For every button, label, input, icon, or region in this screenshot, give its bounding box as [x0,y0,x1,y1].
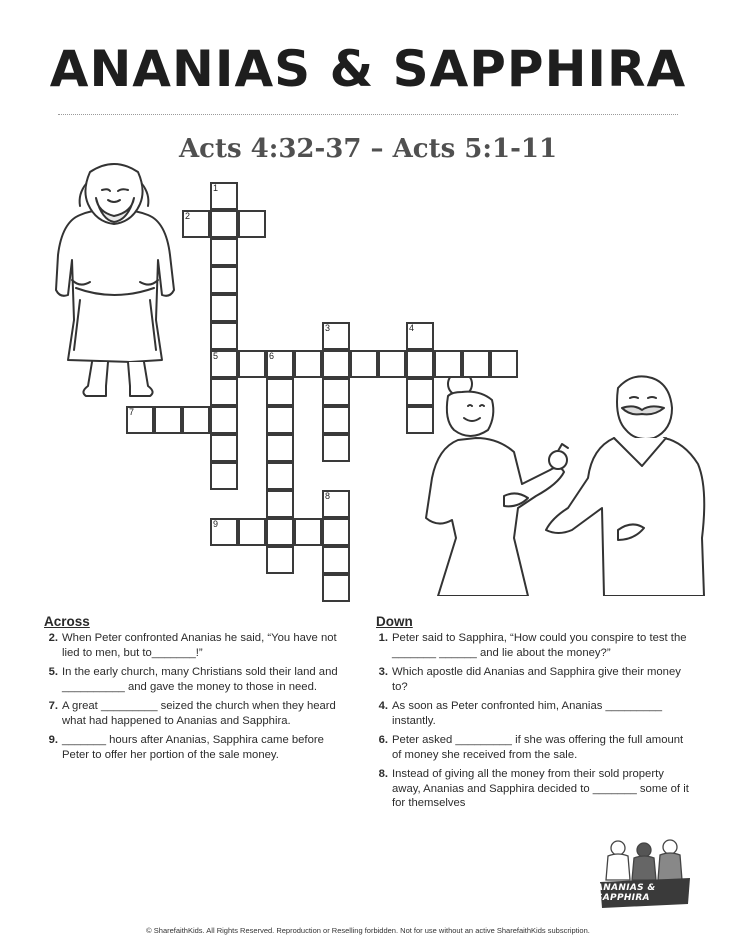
crossword-cell[interactable] [406,406,434,434]
clue-label: 3. [378,666,388,678]
crossword-cell[interactable] [266,490,294,518]
clue-label: 1. [378,632,388,644]
clue-number: 3 [325,323,331,333]
crossword-cell[interactable] [266,462,294,490]
crossword-cell[interactable] [266,434,294,462]
crossword-cell[interactable] [322,378,350,406]
across-clue [42,699,354,728]
crossword-cell[interactable] [210,322,238,350]
crossword-cell[interactable] [210,434,238,462]
clue-label: 9. [48,734,58,746]
clue-number: 4 [409,323,415,333]
clue-text: A great _________ seized the church when they heard what had happened to Ananias and Sapphira. [62,700,336,727]
crossword-cell[interactable] [238,350,266,378]
clue-number: 7 [129,407,135,417]
logo-badge-label: ANANIAS & SAPPHIRA [596,883,656,903]
clue-label: 7. [48,700,58,712]
scripture-reference: Acts 4:32-37 – Acts 5:1-11 [178,134,558,164]
clue-number: 1 [213,183,219,193]
crossword-cell[interactable] [210,406,238,434]
crossword-cell[interactable] [322,518,350,546]
crossword-cell[interactable] [322,350,350,378]
crossword-cell[interactable] [210,210,238,238]
clue-text: In the early church, many Christians sold their land and __________ and gave the money to those in need. [62,666,338,693]
clue-text: When Peter confronted Ananias he said, “You have not lied to men, but to_______!” [62,632,337,659]
clue-text: Instead of giving all the money from their sold property away, Ananias and Sapphira decided to _______ some of it for themselves [392,768,689,809]
down-heading: Down [376,614,413,629]
across-clue [42,665,354,694]
page-title: ANANIAS & SAPPHIRA [49,40,687,98]
down-clue [372,631,692,660]
crossword-cell[interactable] [266,378,294,406]
crossword-cell[interactable] [182,406,210,434]
crossword-cell[interactable] [490,350,518,378]
copyright-footer: © SharefaithKids. All Rights Reserved. Reproduction or Reselling forbidden. Not for use without an active SharefaithKids subscription. [146,926,590,935]
crossword-cell[interactable] [350,350,378,378]
clue-label: 2. [48,632,58,644]
clue-label: 8. [378,768,388,780]
crossword-cell[interactable] [182,210,210,238]
crossword-cell[interactable] [322,574,350,602]
crossword-cell[interactable] [210,518,238,546]
clue-number: 6 [269,351,275,361]
clue-text: Peter asked _________ if she was offering the full amount of money she received from the sale. [392,734,684,761]
crossword-cell[interactable] [406,350,434,378]
crossword-cell[interactable] [462,350,490,378]
crossword-cell[interactable] [210,350,238,378]
across-clue-list [42,631,354,767]
crossword-cell[interactable] [294,518,322,546]
clue-text: As soon as Peter confronted him, Ananias _________ instantly. [392,700,663,727]
crossword-cell[interactable] [266,350,294,378]
crossword-cell[interactable] [238,518,266,546]
clue-label: 6. [378,734,388,746]
crossword-cell[interactable] [210,378,238,406]
crossword-cell[interactable] [266,406,294,434]
crossword-cell[interactable] [322,322,350,350]
crossword-cell[interactable] [406,322,434,350]
clue-text: _______ hours after Ananias, Sapphira came before Peter to offer her portion of the sale money. [62,734,324,761]
clue-label: 5. [48,666,58,678]
down-clue-list [372,631,692,816]
clue-text: Peter said to Sapphira, “How could you conspire to test the _______ ______ and lie about the money?” [392,632,687,659]
crossword-cell[interactable] [406,378,434,406]
crossword-cell[interactable] [378,350,406,378]
across-clue [42,733,354,762]
clue-number: 2 [185,211,191,221]
across-clue [42,631,354,660]
clue-label: 4. [378,700,388,712]
clue-number: 8 [325,491,331,501]
crossword-cell[interactable] [154,406,182,434]
clue-number: 5 [213,351,219,361]
down-clue [372,665,692,694]
crossword-cell[interactable] [266,518,294,546]
crossword-cell[interactable] [294,350,322,378]
crossword-cell[interactable] [126,406,154,434]
crossword-cell[interactable] [322,406,350,434]
crossword-cell[interactable] [238,210,266,238]
crossword-cell[interactable] [322,546,350,574]
down-clue [372,699,692,728]
clue-text: Which apostle did Ananias and Sapphira give their money to? [392,666,681,693]
crossword-cell[interactable] [210,182,238,210]
crossword-cell[interactable] [210,294,238,322]
clue-number: 9 [213,519,219,529]
crossword-cell[interactable] [322,490,350,518]
down-clue [372,733,692,762]
across-heading: Across [44,614,90,629]
down-clue [372,767,692,811]
crossword-cell[interactable] [210,462,238,490]
crossword-cell[interactable] [210,266,238,294]
crossword-cell[interactable] [322,434,350,462]
crossword-cell[interactable] [210,238,238,266]
crossword-cell[interactable] [266,546,294,574]
crossword-cell[interactable] [434,350,462,378]
